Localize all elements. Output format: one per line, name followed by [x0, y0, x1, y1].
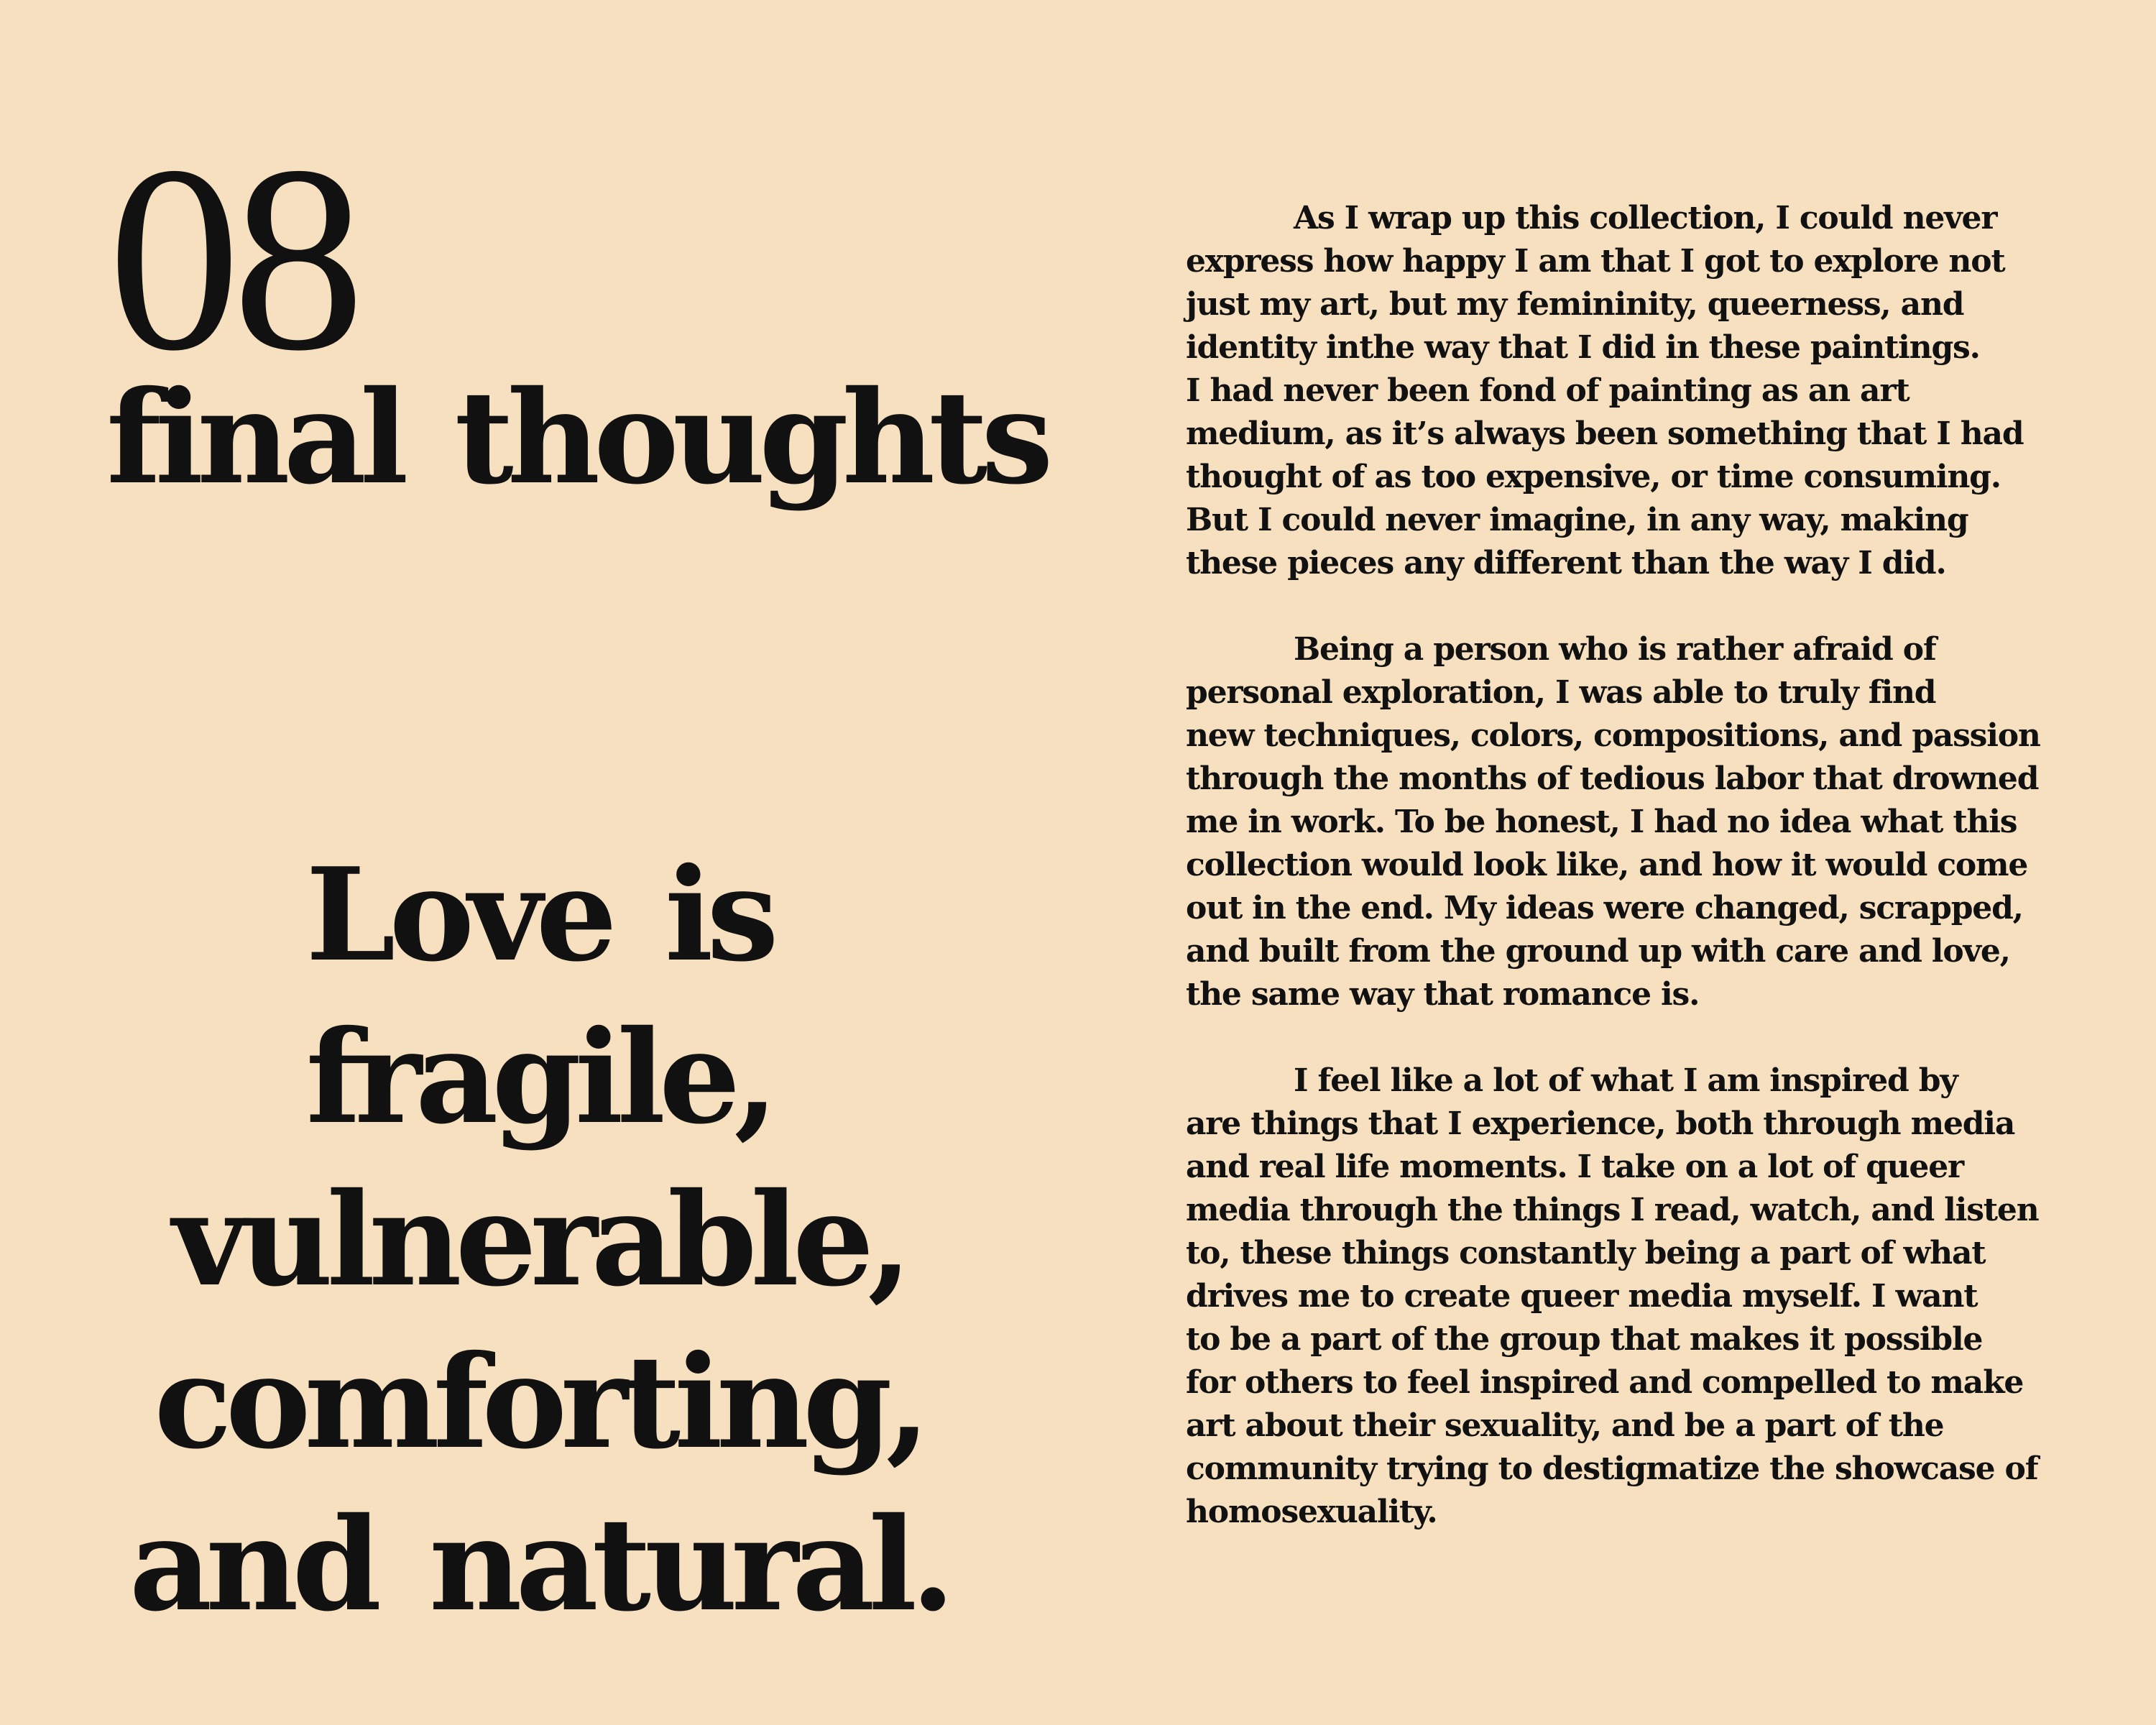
- quote-line: vulnerable,: [172, 1164, 906, 1315]
- body-line: homosexuality.: [1186, 1494, 1437, 1530]
- body-line: drives me to create queer media myself. I want: [1186, 1278, 1978, 1315]
- body-line: media through the things I read, watch, and listen: [1186, 1192, 2039, 1228]
- body-line: thought of as too expensive, or time consuming.: [1186, 459, 2001, 495]
- body-line: express how happy I am that I got to explore not: [1186, 243, 2005, 280]
- body-line: identity inthe way that I did in these paintings.: [1186, 329, 1980, 366]
- body-line: collection would look like, and how it would come: [1186, 847, 2028, 883]
- body-line: are things that I experience, both through media: [1186, 1105, 2015, 1142]
- body-paragraph: [1186, 1059, 2055, 1534]
- quote-line: Love is: [305, 840, 773, 990]
- body-line: community trying to destigmatize the showcase of: [1186, 1450, 2038, 1487]
- body-line: Being a person who is rather afraid of: [1294, 631, 1936, 668]
- body-line: and built from the ground up with care and love,: [1186, 933, 2010, 970]
- body-line: me in work. To be honest, I had no idea what this: [1186, 804, 2017, 840]
- chapter-title: final thoughts: [106, 362, 1047, 512]
- body-line: to be a part of the group that makes it possible: [1186, 1321, 1983, 1358]
- body-line: the same way that romance is.: [1186, 976, 1700, 1013]
- body-line: As I wrap up this collection, I could never: [1294, 200, 1997, 236]
- pull-quote: [86, 834, 992, 1646]
- body-line: art about their sexuality, and be a part of the: [1186, 1407, 1944, 1444]
- quote-line: fragile,: [305, 1002, 773, 1152]
- body-line: out in the end. My ideas were changed, scrapped,: [1186, 890, 2023, 926]
- body-line: I had never been fond of painting as an art: [1186, 372, 1909, 409]
- body-line: just my art, but my femininity, queerness, and: [1186, 286, 1964, 323]
- body-line: for others to feel inspired and compelled to make: [1186, 1364, 2024, 1401]
- body-paragraph: [1186, 197, 2055, 585]
- quote-line: comforting,: [154, 1327, 924, 1477]
- body-line: medium, as it’s always been something that I had: [1186, 415, 2024, 452]
- body-line: But I could never imagine, in any way, making: [1186, 502, 1968, 538]
- body-line: through the months of tedious labor that drowned: [1186, 760, 2039, 797]
- quote-line: and natural.: [129, 1489, 949, 1639]
- body-line: I feel like a lot of what I am inspired by: [1294, 1062, 1958, 1099]
- chapter-number: 08: [108, 111, 356, 406]
- right-page-body: [1186, 197, 2055, 1577]
- body-line: personal exploration, I was able to truly find: [1186, 674, 1936, 711]
- body-line: these pieces any different than the way I did.: [1186, 545, 1946, 581]
- body-line: to, these things constantly being a part of what: [1186, 1235, 1986, 1271]
- body-paragraph: [1186, 628, 2055, 1016]
- body-line: and real life moments. I take on a lot of queer: [1186, 1149, 1963, 1185]
- body-line: new techniques, colors, compositions, and passion: [1186, 717, 2040, 754]
